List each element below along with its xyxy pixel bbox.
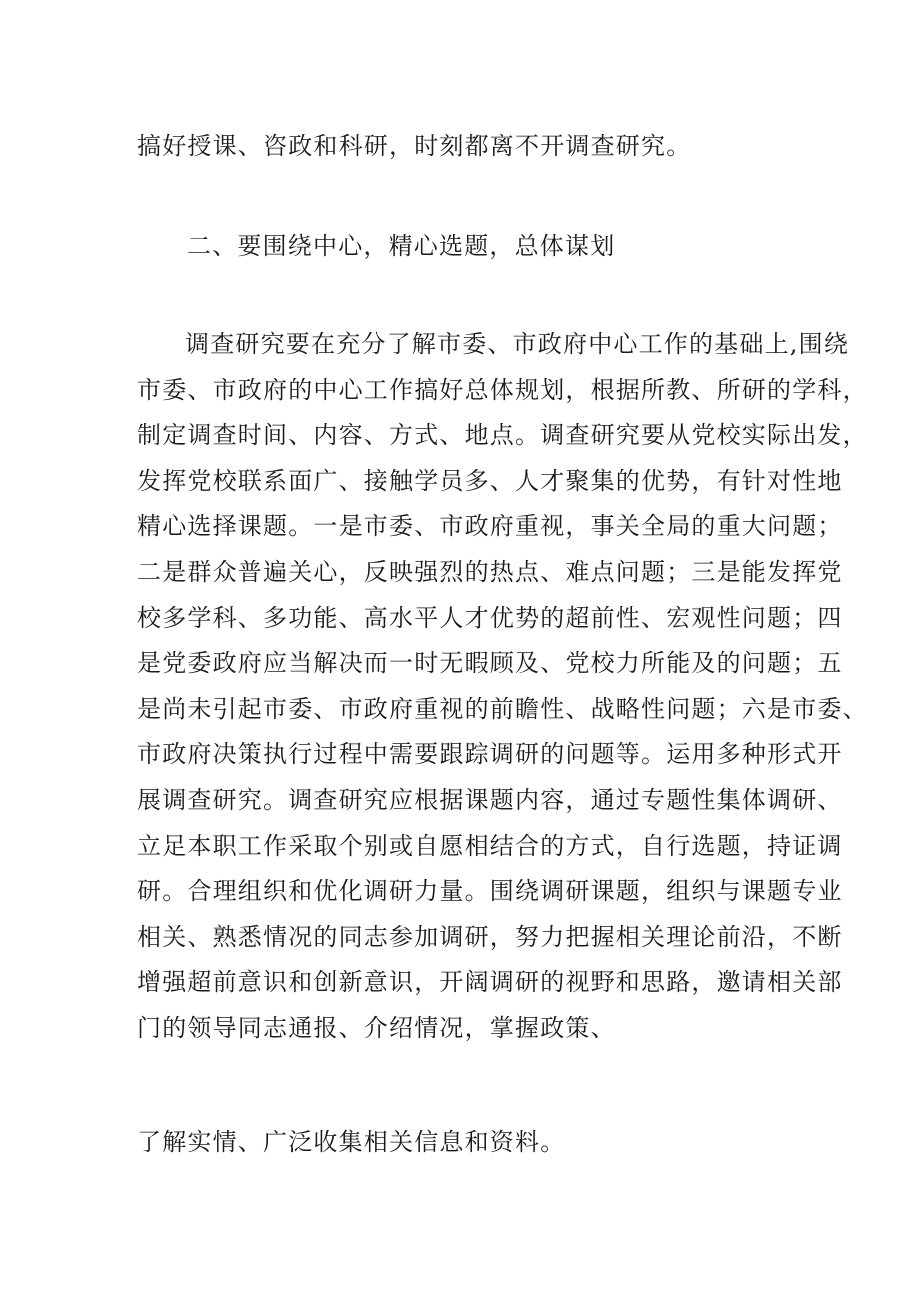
paragraph-line: 是尚未引起市委、市政府重视的前瞻性、战略性问题；六是市委、 — [137, 694, 868, 723]
body-paragraph — [137, 322, 868, 1052]
paragraph-line: 展调查研究。调查研究应根据课题内容，通过专题性集体调研、 — [137, 785, 843, 814]
paragraph-line: 市委、市政府的中心工作搞好总体规划，根据所教、所研的学科， — [137, 375, 868, 404]
paragraph-line: 发挥党校联系面广、接触学员多、人才聚集的优势，有针对性地 — [137, 466, 843, 495]
section-heading: 二、要围绕中心，精心选题，总体谋划 — [187, 232, 616, 260]
paragraph-line: 调查研究要在充分了解市委、市政府中心工作的基础上,围绕 — [185, 330, 850, 358]
text-line: 搞好授课、咨政和科研，时刻都离不开调查研究。 — [137, 132, 692, 160]
paragraph-line: 制定调查时间、内容、方式、地点。调查研究要从党校实际出发， — [137, 421, 868, 450]
paragraph-line: 立足本职工作采取个别或自愿相结合的方式，自行选题，持证调 — [137, 831, 843, 860]
paragraph-line: 相关、熟悉情况的同志参加调研，努力把握相关理论前沿，不断 — [137, 922, 843, 951]
paragraph-line: 精心选择课题。一是市委、市政府重视，事关全局的重大问题； — [137, 512, 843, 541]
paragraph-line: 是党委政府应当解决而一时无暇顾及、党校力所能及的问题；五 — [137, 649, 843, 678]
paragraph-line: 市政府决策执行过程中需要跟踪调研的问题等。运用多种形式开 — [137, 740, 843, 769]
paragraph-line: 研。合理组织和优化调研力量。围绕调研课题，组织与课题专业 — [137, 877, 843, 906]
paragraph-line: 门的领导同志通报、介绍情况，掌握政策、 — [137, 1013, 616, 1042]
paragraph-line: 二是群众普遍关心，反映强烈的热点、难点问题；三是能发挥党 — [137, 557, 843, 586]
text-line: 了解实情、广泛收集相关信息和资料。 — [137, 1128, 566, 1156]
paragraph-line: 校多学科、多功能、高水平人才优势的超前性、宏观性问题；四 — [137, 603, 843, 632]
paragraph-line: 增强超前意识和创新意识，开阔调研的视野和思路，邀请相关部 — [137, 968, 843, 997]
